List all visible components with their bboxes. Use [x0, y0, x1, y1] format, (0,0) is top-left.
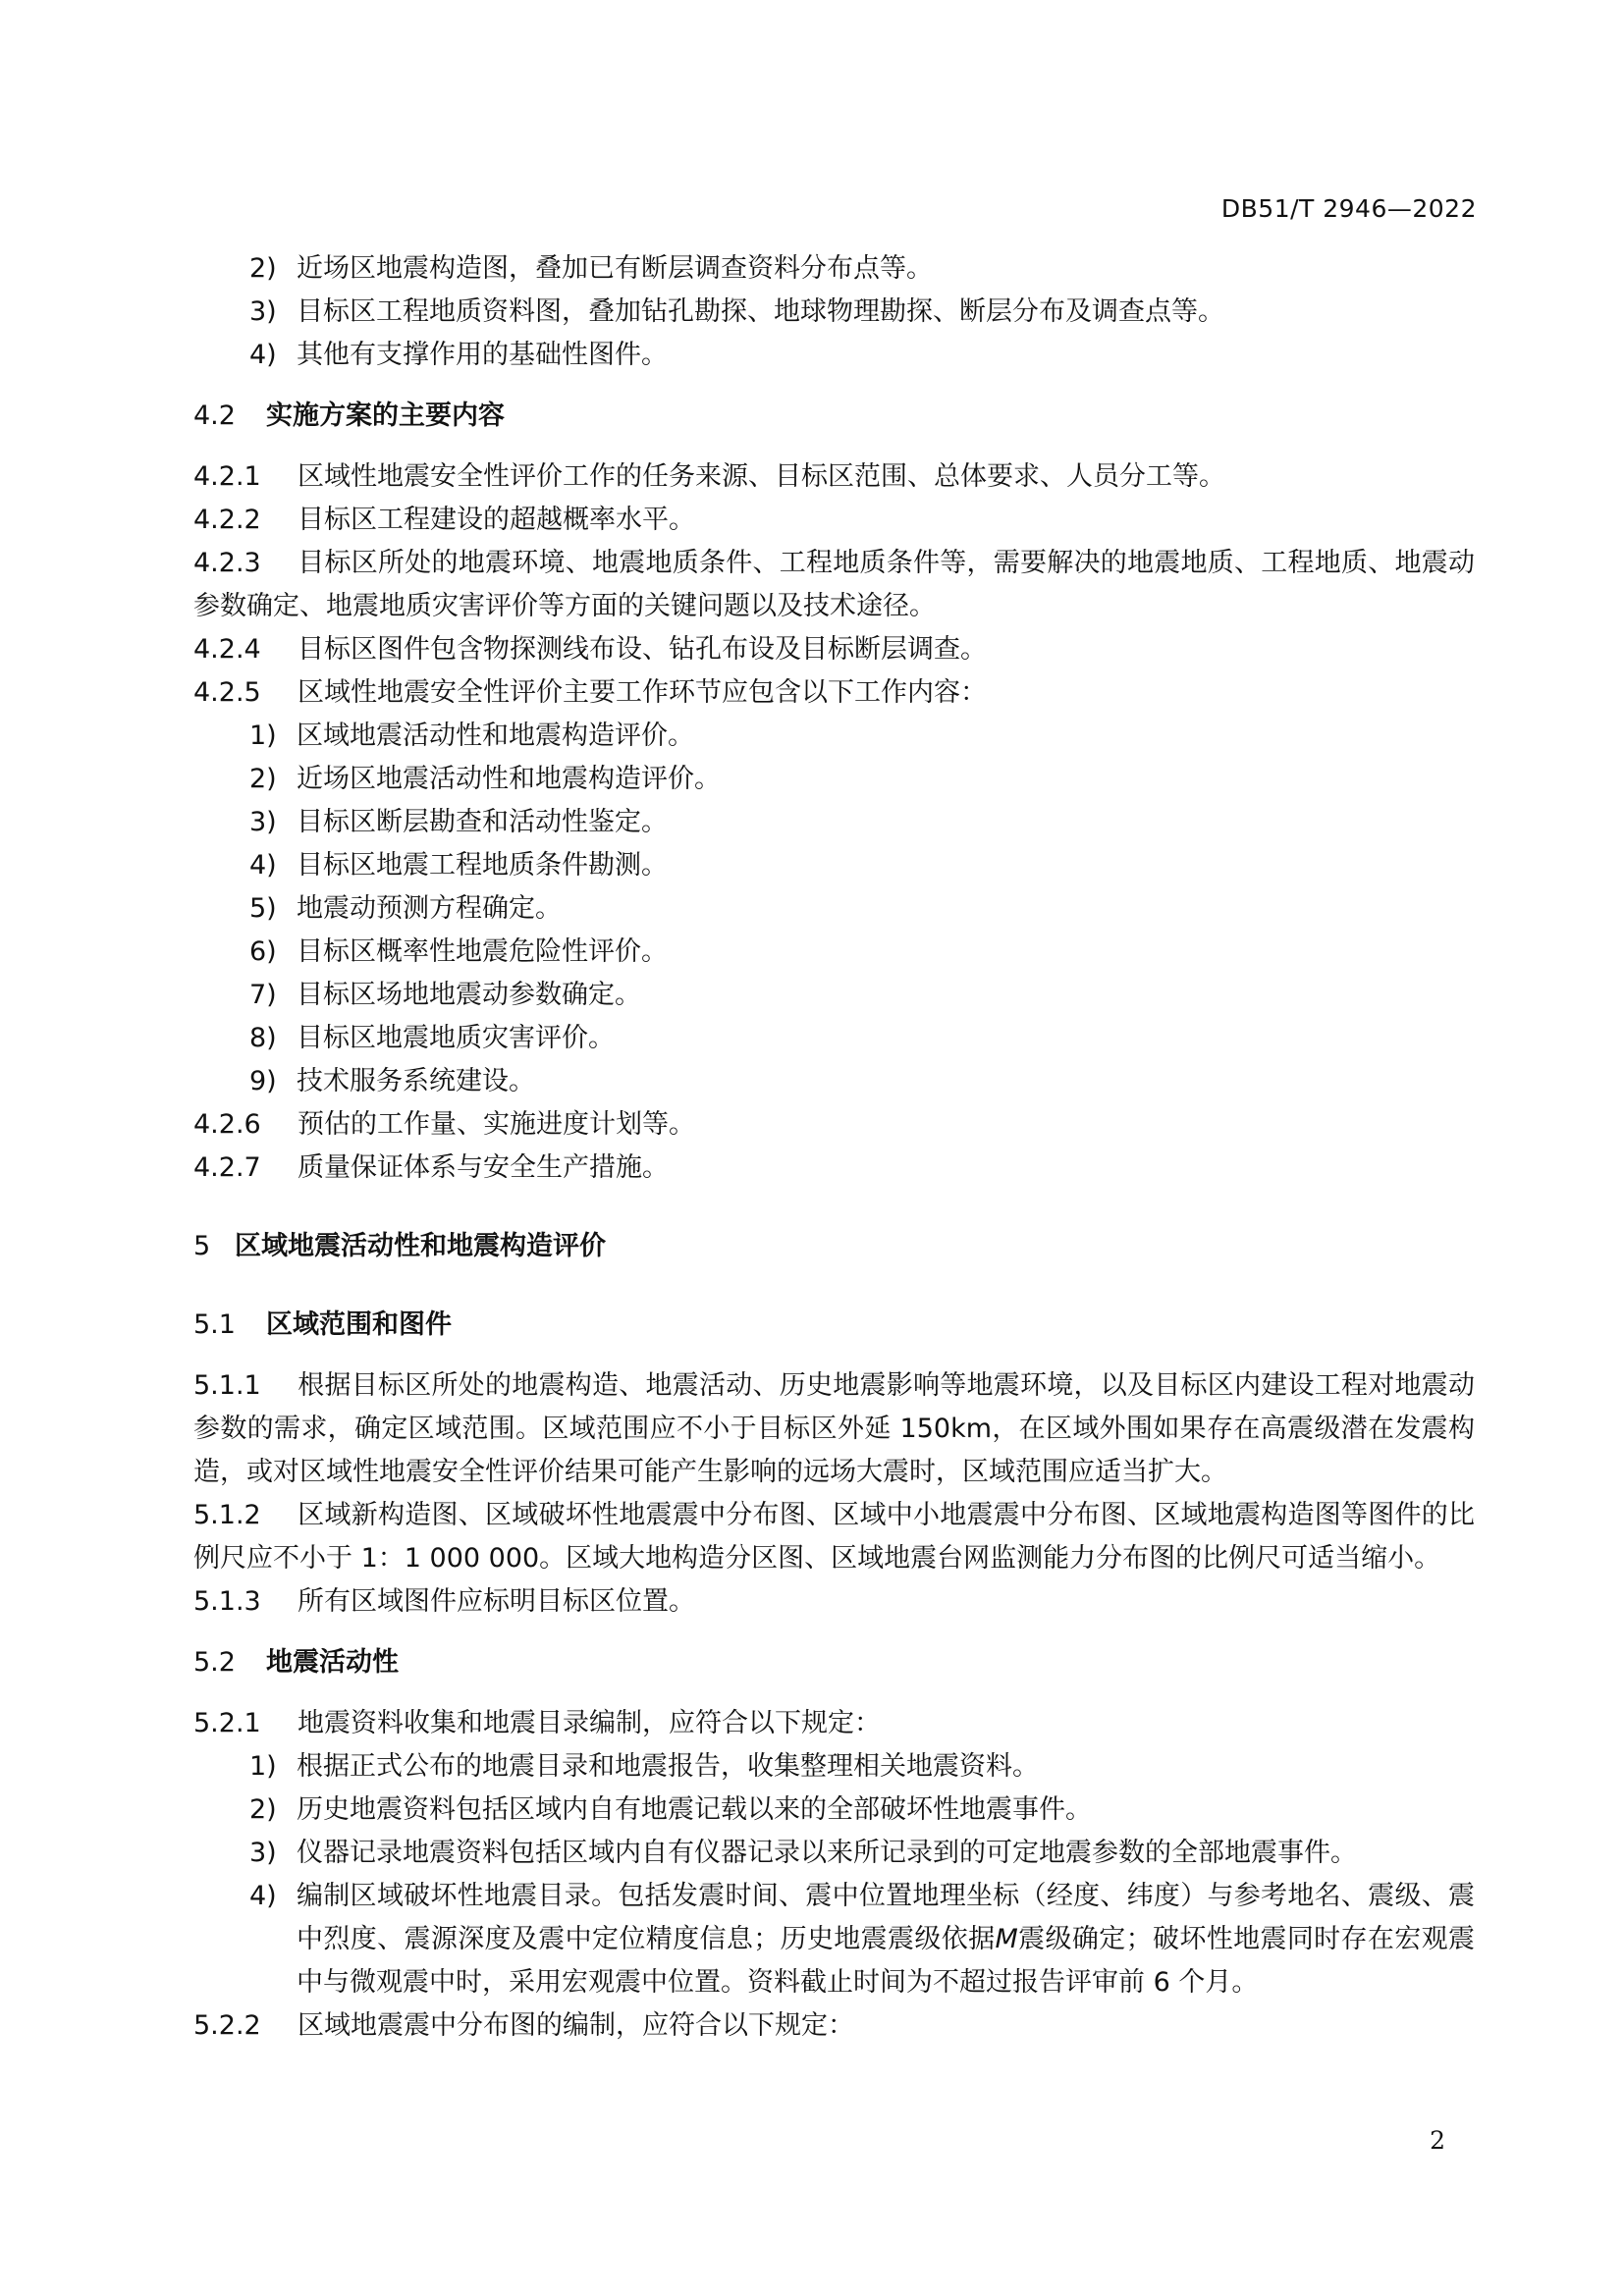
clause-5-1-3 [193, 1580, 1475, 1624]
clause-number: 4.2.7 [193, 1152, 261, 1183]
list-item-number: 7) [249, 980, 277, 1010]
list-item-number: 4) [249, 340, 277, 370]
list-item-text: 仪器记录地震资料包括区域内自有仪器记录以来所记录到的可定地震参数的全部地震事件。 [297, 1838, 1357, 1868]
list-item-text: 区域地震活动性和地震构造评价。 [297, 721, 694, 751]
list-item-text: 目标区工程地质资料图，叠加钻孔勘探、地球物理勘探、断层分布及调查点等。 [297, 296, 1224, 327]
section-title: 实施方案的主要内容 [266, 400, 505, 431]
list-item-text: 历史地震资料包括区域内自有地震记载以来的全部破坏性地震事件。 [297, 1794, 1092, 1825]
chapter-number: 5 [193, 1231, 211, 1261]
list-item-number: 4) [249, 850, 277, 881]
clause-4-2-2 [193, 499, 1475, 542]
list-item-number: 2) [249, 253, 277, 284]
list-item [193, 801, 1475, 844]
section-number: 5.2 [193, 1647, 236, 1678]
section-heading-5-1 [193, 1304, 1475, 1347]
clause-number: 4.2.1 [193, 461, 261, 492]
document-code: DB51/T 2946—2022 [1220, 194, 1477, 223]
list-item-text: 近场区地震活动性和地震构造评价。 [297, 764, 721, 794]
list-item-text-part: 震级确定；破坏性地震同时存在宏观震中与微观震中时，采用宏观震中位置。资料截止时间为不超过报告评审前 6 个月。 [297, 1924, 1476, 1998]
list-item-text: 目标区概率性地震危险性评价。 [297, 936, 668, 967]
clause-number: 5.1.1 [193, 1370, 261, 1401]
clause-5-2-2 [193, 2004, 1475, 2048]
list-item-text [297, 1875, 1475, 2004]
clause-4-2-1 [193, 455, 1475, 499]
clause-number: 4.2.6 [193, 1109, 261, 1140]
list-item [193, 887, 1475, 931]
clause-text: 目标区工程建设的超越概率水平。 [298, 505, 695, 535]
section-heading-4-2 [193, 395, 1475, 438]
list-item [193, 758, 1475, 801]
clause-text: 地震资料收集和地震目录编制，应符合以下规定： [298, 1708, 881, 1738]
clause-text: 目标区所处的地震环境、地震地质条件、工程地质条件等，需要解决的地震地质、工程地质、地震动参数确定、地震地质灾害评价等方面的关键问题以及技术途径。 [193, 548, 1475, 621]
section-title: 区域范围和图件 [266, 1309, 452, 1340]
document-body [193, 247, 1475, 2048]
list-item-text: 根据正式公布的地震目录和地震报告，收集整理相关地震资料。 [297, 1751, 1039, 1782]
page-number: 2 [1430, 2126, 1445, 2155]
section-number: 5.1 [193, 1309, 236, 1340]
clause-text: 区域地震震中分布图的编制，应符合以下规定： [298, 2010, 854, 2041]
list-item [193, 931, 1475, 974]
list-item-number: 2) [249, 1794, 277, 1825]
list-item-number: 5) [249, 893, 277, 924]
list-item [193, 1875, 1475, 2004]
clause-text: 区域新构造图、区域破坏性地震震中分布图、区域中小地震震中分布图、区域地震构造图等图件的比例尺应不小于 1：1 000 000。区域大地构造分区图、区域地震台网监测能力分布图的比例尺可适当缩小。 [193, 1500, 1475, 1574]
list-item-text: 其他有支撑作用的基础性图件。 [297, 340, 668, 370]
list-item-number: 9) [249, 1066, 277, 1096]
magnitude-symbol: M [995, 1924, 1018, 1954]
clause-text: 预估的工作量、实施进度计划等。 [298, 1109, 695, 1140]
clause-number: 5.2.1 [193, 1708, 261, 1738]
list-item-number: 1) [249, 1751, 277, 1782]
clause-number: 4.2.5 [193, 677, 261, 708]
clause-number: 5.1.3 [193, 1586, 261, 1617]
list-item-number: 8) [249, 1023, 277, 1053]
list-item-number: 2) [249, 764, 277, 794]
clause-5-1-2 [193, 1494, 1475, 1580]
list-item-text-part: 编制区域破坏性地震目录。包括发震时间、震中位置地理坐标（经度、纬度）与参考地名、震级、震中烈度、震源深度及震中定位精度信息；历史地震震级依据 [297, 1881, 1475, 1954]
list-item-number: 1) [249, 721, 277, 751]
list-item-number: 3) [249, 807, 277, 837]
list-item [193, 844, 1475, 887]
clause-number: 4.2.2 [193, 505, 261, 535]
section-heading-5-2 [193, 1641, 1475, 1684]
section-number: 4.2 [193, 400, 236, 431]
clause-number: 5.2.2 [193, 2010, 261, 2041]
list-item-number: 3) [249, 296, 277, 327]
clause-4-2-4 [193, 628, 1475, 671]
clause-5-1-1 [193, 1364, 1475, 1494]
clause-text: 所有区域图件应标明目标区位置。 [298, 1586, 695, 1617]
clause-number: 4.2.4 [193, 634, 261, 665]
list-item-text: 技术服务系统建设。 [297, 1066, 535, 1096]
clause-text: 区域性地震安全性评价工作的任务来源、目标区范围、总体要求、人员分工等。 [298, 461, 1225, 492]
list-item [193, 247, 1475, 291]
list-item-text: 目标区断层勘查和活动性鉴定。 [297, 807, 668, 837]
list-item [193, 974, 1475, 1017]
list-item [193, 1789, 1475, 1832]
clause-4-2-7 [193, 1147, 1475, 1190]
list-item [193, 715, 1475, 758]
list-item-number: 3) [249, 1838, 277, 1868]
list-item [193, 291, 1475, 334]
list-item [193, 1060, 1475, 1103]
clause-text: 质量保证体系与安全生产措施。 [298, 1152, 669, 1183]
list-item-text: 目标区地震工程地质条件勘测。 [297, 850, 668, 881]
clause-4-2-3 [193, 542, 1475, 628]
list-item-text: 目标区场地地震动参数确定。 [297, 980, 641, 1010]
clause-text: 区域性地震安全性评价主要工作环节应包含以下工作内容： [298, 677, 987, 708]
list-item-text: 地震动预测方程确定。 [297, 893, 562, 924]
clause-number: 4.2.3 [193, 548, 261, 578]
list-item-text: 目标区地震地质灾害评价。 [297, 1023, 615, 1053]
clause-5-2-1 [193, 1702, 1475, 1745]
clause-text: 根据目标区所处的地震构造、地震活动、历史地震影响等地震环境，以及目标区内建设工程对地震动参数的需求，确定区域范围。区域范围应不小于目标区外延 150km，在区域外围如果存在高震级潜在发震构造，或对区域性地震安全性评价结果可能产生影响的远场大震时，区域范围应适当扩大。 [193, 1370, 1475, 1487]
clause-4-2-6 [193, 1103, 1475, 1147]
chapter-title: 区域地震活动性和地震构造评价 [235, 1231, 606, 1261]
clause-number: 5.1.2 [193, 1500, 261, 1530]
list-item [193, 1745, 1475, 1789]
list-item-number: 4) [249, 1881, 277, 1911]
clause-text: 目标区图件包含物探测线布设、钻孔布设及目标断层调查。 [298, 634, 987, 665]
list-item-text: 近场区地震构造图，叠加已有断层调查资料分布点等。 [297, 253, 933, 284]
chapter-heading-5 [193, 1225, 1475, 1268]
section-title: 地震活动性 [266, 1647, 399, 1678]
list-item-number: 6) [249, 936, 277, 967]
list-item [193, 334, 1475, 377]
list-item [193, 1832, 1475, 1875]
clause-4-2-5 [193, 671, 1475, 715]
list-item [193, 1017, 1475, 1060]
